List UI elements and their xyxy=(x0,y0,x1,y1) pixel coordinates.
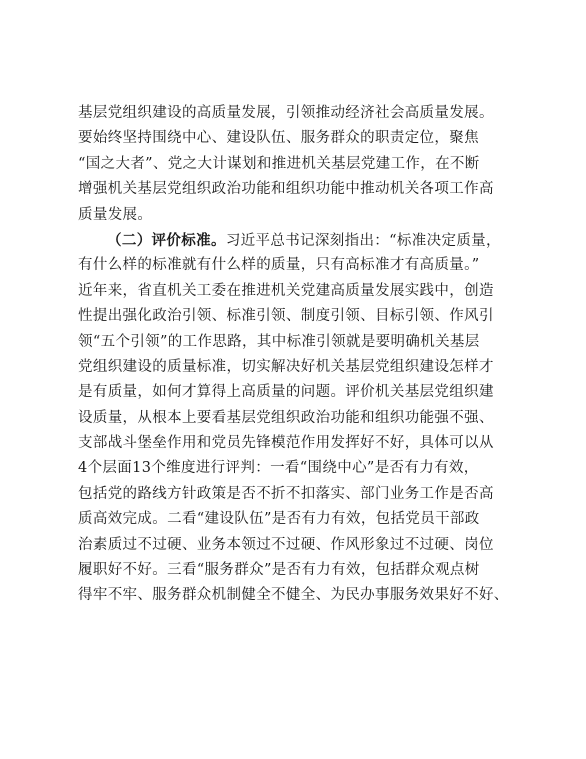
text-line: “国之大者”、党之大计谋划和推进机关基层党建工作，在不断 xyxy=(78,155,480,172)
text-line: 性提出强化政治引领、标准引领、制度引领、目标引领、作风引 xyxy=(78,308,494,325)
text-line: 设质量，从根本上要看基层党组织政治功能和组织功能强不强、 xyxy=(78,409,494,426)
text-line xyxy=(78,228,514,253)
text-span: 习近平总书记深刻指出：“标准决定质量， xyxy=(225,232,501,249)
text-line: 增强机关基层党组织政治功能和组织功能中推动机关各项工作高 xyxy=(78,181,494,198)
text-line: 治素质过不过硬、业务本领过不过硬、作风形象过不过硬、岗位 xyxy=(78,536,494,553)
text-line: 基层党组织建设的高质量发展，引领推动经济社会高质量发展。 xyxy=(78,105,494,121)
text-line: 履职好不好。三看“服务群众”是否有力有效，包括群众观点树 xyxy=(78,562,480,579)
text-line: 近年来，省直机关工委在推进机关党建高质量发展实践中，创造 xyxy=(78,282,494,299)
text-line: 是有质量，如何才算得上高质量的问题。评价机关基层党组织建 xyxy=(78,384,494,401)
text-line: 支部战斗堡垒作用和党员先锋模范作用发挥好不好，具体可以从 xyxy=(78,435,494,452)
text-line: 包括党的路线方针政策是否不折不扣落实、部门业务工作是否高 xyxy=(78,485,494,502)
text-line: 党组织建设的质量标准，切实解决好机关基层党组织建设怎样才 xyxy=(78,358,494,375)
section-heading: （二）评价标准。 xyxy=(107,231,226,249)
paragraph-1 xyxy=(78,101,514,228)
document-page xyxy=(78,101,514,609)
text-line: 质量发展。 xyxy=(78,206,153,223)
text-line: 要始终坚持围绕中心、建设队伍、服务群众的职责定位，聚焦 xyxy=(78,130,479,147)
text-line: 质高效完成。二看“建设队伍”是否有力有效，包括党员干部政 xyxy=(78,511,480,528)
paragraph-2 xyxy=(78,228,514,609)
text-line: 领“五个引领”的工作思路，其中标准引领就是要明确机关基层 xyxy=(78,333,480,350)
text-line: 得牢不牢、服务群众机制健全不健全、为民办事服务效果好不好、 xyxy=(78,587,509,604)
text-line: 有什么样的标准就有什么样的质量，只有高标准才有高质量。” xyxy=(78,257,480,274)
text-line: 4个层面13个维度进行评判：一看“围绕中心”是否有力有效， xyxy=(78,460,479,477)
